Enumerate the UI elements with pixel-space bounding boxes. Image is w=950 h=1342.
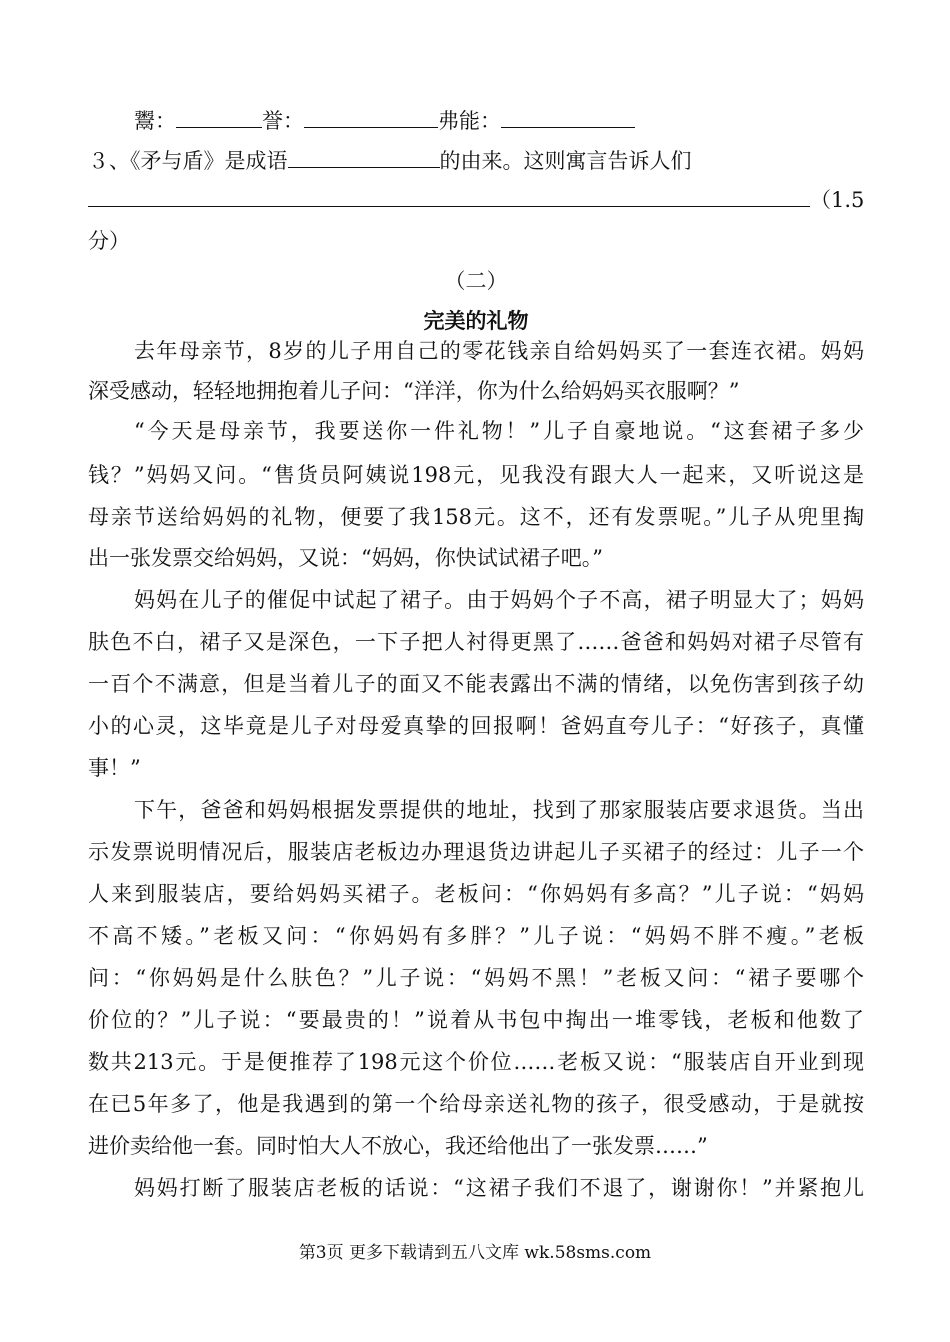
- fill-3-blank[interactable]: [501, 107, 635, 128]
- question-3-answer-row: [88, 183, 878, 217]
- q3-mid: 的由来。这则寓言告诉人们: [439, 149, 692, 173]
- q3-prefix: ３、《矛与盾》是成语: [88, 149, 288, 173]
- text-line: 妈妈在儿子的催促中试起了裙子。由于妈妈个子不高，裙子明显大了；妈妈: [134, 588, 864, 612]
- fill-in-row: [134, 104, 910, 138]
- text-line: 不高不矮。”老板又问：“你妈妈有多胖？”儿子说：“妈妈不胖不瘦。”老板: [88, 924, 864, 948]
- article-title: 完美的礼物: [423, 308, 529, 333]
- q3-idiom-blank[interactable]: [288, 147, 440, 168]
- text-line: 问：“你妈妈是什么肤色？”儿子说：“妈妈不黑！”老板又问：“裙子要哪个: [88, 966, 864, 990]
- text-line: 事！”: [88, 756, 141, 780]
- text-line: 深受感动，轻轻地拥抱着儿子问：“洋洋，你为什么给妈妈买衣服啊？”: [88, 379, 740, 403]
- text-line: 一百个不满意，但是当着儿子的面又不能表露出不满的情绪，以免伤害到孩子幼: [88, 672, 864, 696]
- text-line: 示发票说明情况后，服装店老板边办理退货边讲起儿子买裙子的经过：儿子一个: [88, 840, 864, 864]
- text-line: 进价卖给他一套。同时怕大人不放心，我还给他出了一张发票……”: [88, 1134, 708, 1158]
- fill-1-blank[interactable]: [176, 107, 262, 128]
- text-line: 妈妈打断了服装店老板的话说：“这裙子我们不退了，谢谢你！”并紧抱儿: [134, 1176, 864, 1200]
- text-line: “今天是母亲节，我要送你一件礼物！”儿子自豪地说。“这套裙子多少: [134, 419, 864, 443]
- text-line: 价位的？”儿子说：“要最贵的！”说着从书包中掏出一堆零钱，老板和他数了: [88, 1008, 864, 1032]
- text-line: 人来到服装店，要给妈妈买裙子。老板问：“你妈妈有多高？”儿子说：“妈妈: [88, 882, 864, 906]
- text-line: 下午，爸爸和妈妈根据发票提供的地址，找到了那家服装店要求退货。当出: [134, 798, 864, 822]
- q3-score-b: 分）: [88, 229, 130, 253]
- text-line: 在已5年多了，他是我遇到的第一个给母亲送礼物的孩子，很受感动，于是就按: [88, 1092, 864, 1116]
- text-line: 肤色不白，裙子又是深色，一下子把人衬得更黑了……爸爸和妈妈对裙子尽管有: [88, 630, 864, 654]
- text-line: 钱？”妈妈又问。“售货员阿姨说198元，见我没有跟大人一起来，又听说这是: [88, 463, 864, 487]
- section-number: （二）: [444, 269, 508, 293]
- q3-answer-blank[interactable]: [88, 186, 810, 207]
- question-3: [88, 144, 864, 178]
- fill-2-blank[interactable]: [304, 107, 438, 128]
- fill-2-label: 誉：: [262, 109, 304, 133]
- fill-1-label: 鬻：: [134, 109, 176, 133]
- fill-3-label: 弗能：: [438, 109, 501, 133]
- page-footer: 第3页 更多下载请到五八文库 wk.58sms.com: [298, 1243, 652, 1263]
- text-line: 数共213元。于是便推荐了198元这个价位……老板又说：“服装店自开业到现: [88, 1050, 864, 1074]
- text-line: 去年母亲节，8岁的儿子用自己的零花钱亲自给妈妈买了一套连衣裙。妈妈: [134, 339, 864, 363]
- text-line: 小的心灵，这毕竟是儿子对母爱真挚的回报啊！爸妈直夸儿子：“好孩子，真懂: [88, 714, 864, 738]
- text-line: 母亲节送给妈妈的礼物，便要了我158元。这不，还有发票呢。”儿子从兜里掏: [88, 505, 864, 529]
- q3-score-a: （1.5: [810, 188, 865, 212]
- text-line: 出一张发票交给妈妈，又说：“妈妈，你快试试裙子吧。”: [88, 546, 603, 570]
